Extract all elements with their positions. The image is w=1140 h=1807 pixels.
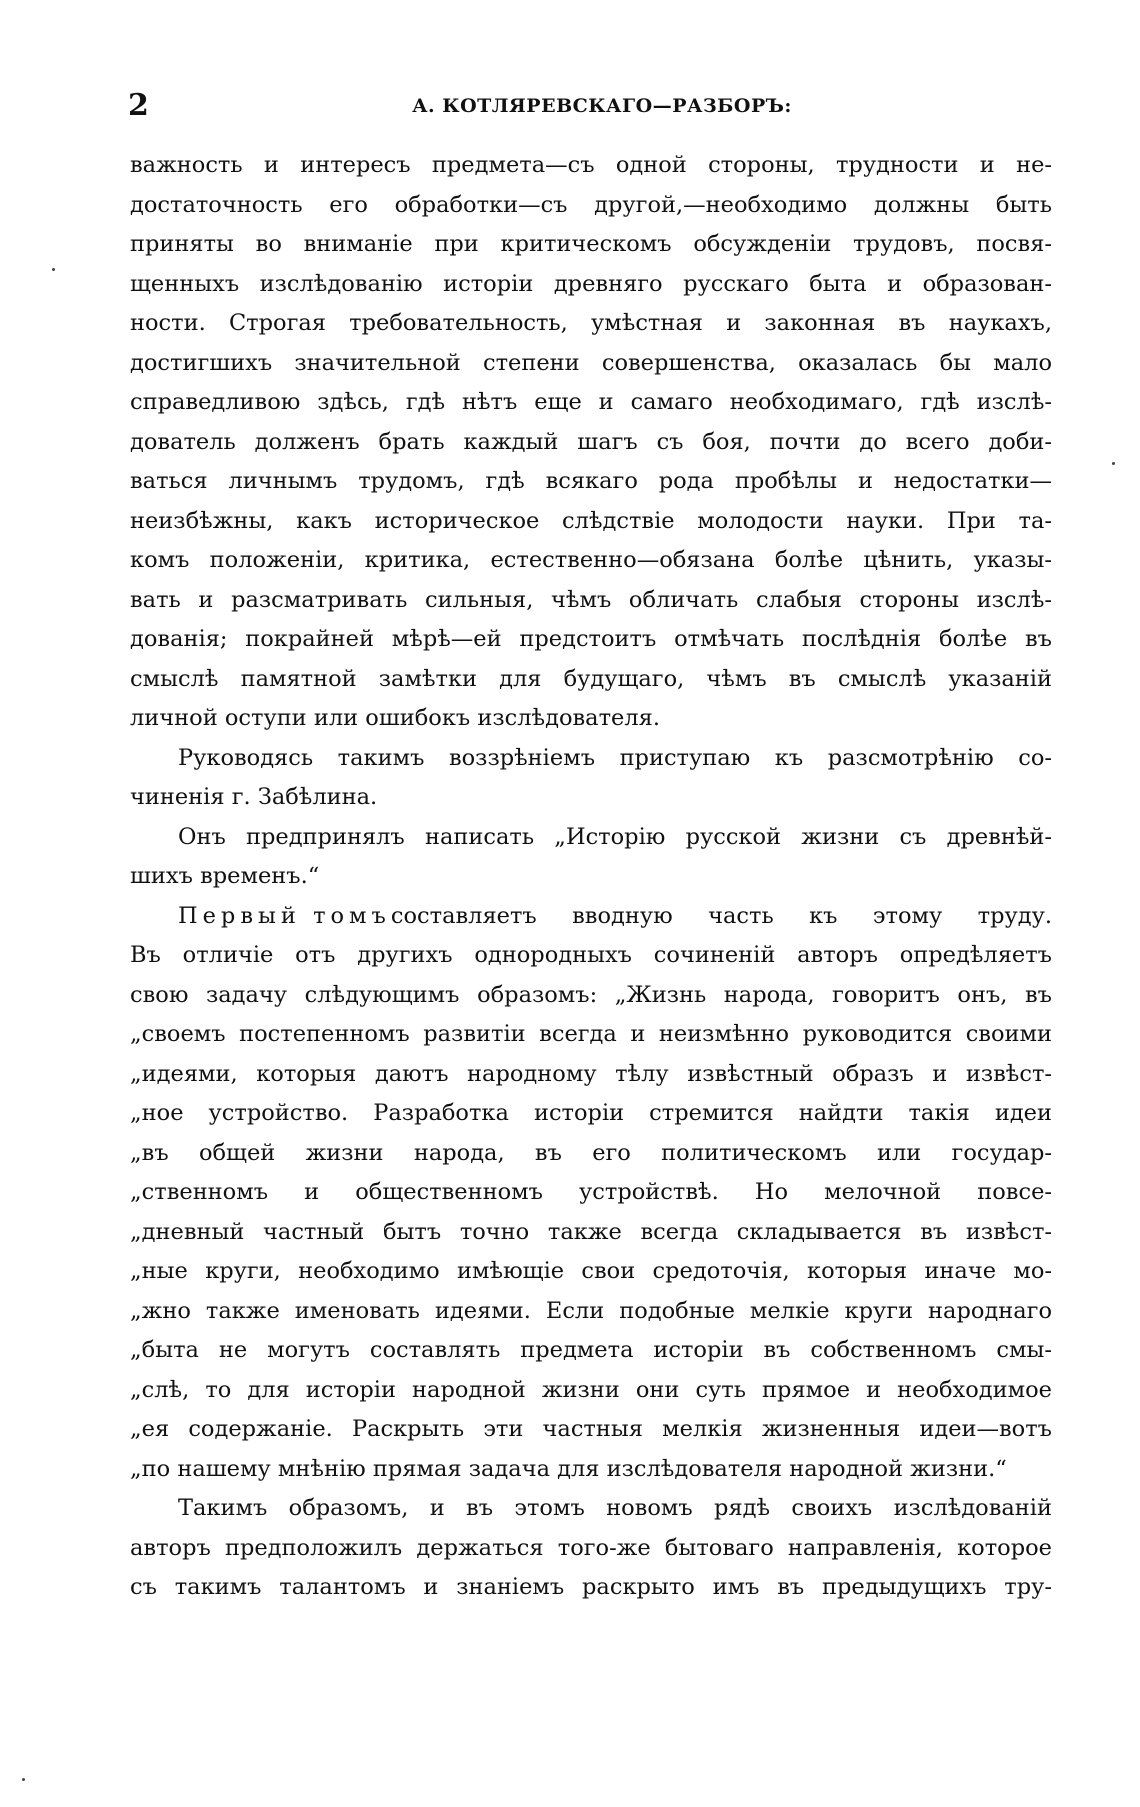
text-line: шихъ временъ.“: [130, 863, 320, 889]
text-line: дователь долженъ брать каждый шагъ съ боя, почти до всего доби-: [130, 428, 1052, 455]
text-line: „слѣ, то для исторіи народной жизни они суть прямое и необходимое: [130, 1376, 1052, 1403]
paragraph-1: [130, 146, 1052, 739]
text-line: Онъ предпринялъ написать „Исторію русской жизни съ древнѣй-: [178, 823, 1052, 850]
page-header: [128, 86, 1056, 126]
text-line: приняты во вниманіе при критическомъ обсужденіи трудовъ, посвя-: [130, 231, 1052, 257]
spaced-lead: Первый томъ: [178, 902, 391, 929]
text-line: важность и интересъ предмета—съ одной стороны, трудности и не-: [130, 152, 1052, 178]
text-line: справедливою здѣсь, гдѣ нѣтъ еще и самаго необходимаго, гдѣ изслѣ-: [130, 389, 1052, 415]
text-line: дованія; покрайней мѣрѣ—ей предстоитъ отмѣчать послѣднія болѣе въ: [130, 626, 1052, 652]
text-line: [130, 897, 1052, 937]
text-line: достаточность его обработки—съ другой,—необходимо должны быть: [130, 191, 1052, 218]
text-line: „ные круги, необходимо имѣющіе свои средоточія, которыя иначе мо-: [130, 1258, 1052, 1284]
text-line: чиненія г. Забѣлина.: [130, 784, 378, 810]
text-line: ности. Строгая требовательность, умѣстная и законная въ наукахъ,: [130, 310, 1052, 336]
text-line: „дневный частный бытъ точно также всегда складывается въ извѣст-: [130, 1218, 1052, 1245]
text-line: ваться личнымъ трудомъ, гдѣ всякаго рода пробѣлы и недостатки—: [130, 468, 1052, 494]
text-line: смыслѣ памятной замѣтки для будущаго, чѣмъ въ смыслѣ указаній: [130, 665, 1052, 692]
text-line: Руководясь такимъ воззрѣніемъ приступаю къ разсмотрѣнію со-: [178, 744, 1052, 771]
text-line: „жно также именовать идеями. Если подобные мелкіе круги народнаго: [130, 1297, 1052, 1324]
scan-speck: [1112, 462, 1115, 465]
text-line: „въ общей жизни народа, въ его политическомъ или государ-: [130, 1139, 1052, 1166]
text-line: „быта не могутъ составлять предмета исторіи въ собственномъ смы-: [130, 1337, 1052, 1363]
paragraph-5: [130, 1489, 1052, 1608]
text-line: „своемъ постепенномъ развитіи всегда и неизмѣнно руководится своими: [130, 1021, 1052, 1047]
paragraph-2: [130, 739, 1052, 818]
text-line: съ такимъ талантомъ и знаніемъ раскрыто имъ въ предыдущихъ тру-: [130, 1574, 1052, 1600]
text-line: „ное устройство. Разработка исторіи стремится найдти такія идеи: [130, 1100, 1052, 1126]
body-text: [130, 146, 1052, 1608]
text-line: свою задачу слѣдующимъ образомъ: „Жизнь народа, говоритъ онъ, въ: [130, 981, 1052, 1008]
text-line: Въ отличіе отъ другихъ однородныхъ сочиненій авторъ опредѣляетъ: [130, 942, 1052, 968]
scan-speck: [52, 268, 55, 271]
scan-speck: [22, 1778, 25, 1781]
text-line: Такимъ образомъ, и въ этомъ новомъ рядѣ своихъ изслѣдованій: [178, 1495, 1052, 1521]
text-line: „ственномъ и общественномъ устройствѣ. Но мелочной повсе-: [130, 1179, 1052, 1205]
text-line: щенныхъ изслѣдованію исторіи древняго русскаго быта и образован-: [130, 270, 1052, 297]
text-line: „идеями, которыя даютъ народному тѣлу извѣстный образъ и извѣст-: [130, 1060, 1052, 1087]
text-line: комъ положеніи, критика, естественно—обязана болѣе цѣнить, указы-: [130, 547, 1052, 573]
text-line: личной оступи или ошибокъ изслѣдователя.: [130, 705, 660, 731]
text-line-rest: составляетъ вводную часть къ этому труду.: [390, 902, 1052, 929]
page-number: 2: [128, 88, 149, 123]
paragraph-3: [130, 818, 1052, 897]
text-line: авторъ предположилъ держаться того-же бытоваго направленія, которое: [130, 1534, 1052, 1561]
text-line: неизбѣжны, какъ историческое слѣдствіе молодости науки. При та-: [130, 507, 1052, 534]
text-line: достигшихъ значительной степени совершенства, оказалась бы мало: [130, 349, 1052, 376]
text-line: „ея содержаніе. Раскрыть эти частныя мелкія жизненныя идеи—вотъ: [130, 1416, 1052, 1442]
text-line: „по нашему мнѣнію прямая задача для изслѣдователя народной жизни.“: [130, 1455, 1007, 1482]
running-head: А. КОТЛЯРЕВСКАГО—РАЗБОРЪ:: [412, 95, 792, 117]
paragraph-4: [130, 897, 1052, 1490]
text-line: вать и разсматривать сильныя, чѣмъ обличать слабыя стороны изслѣ-: [130, 586, 1052, 613]
